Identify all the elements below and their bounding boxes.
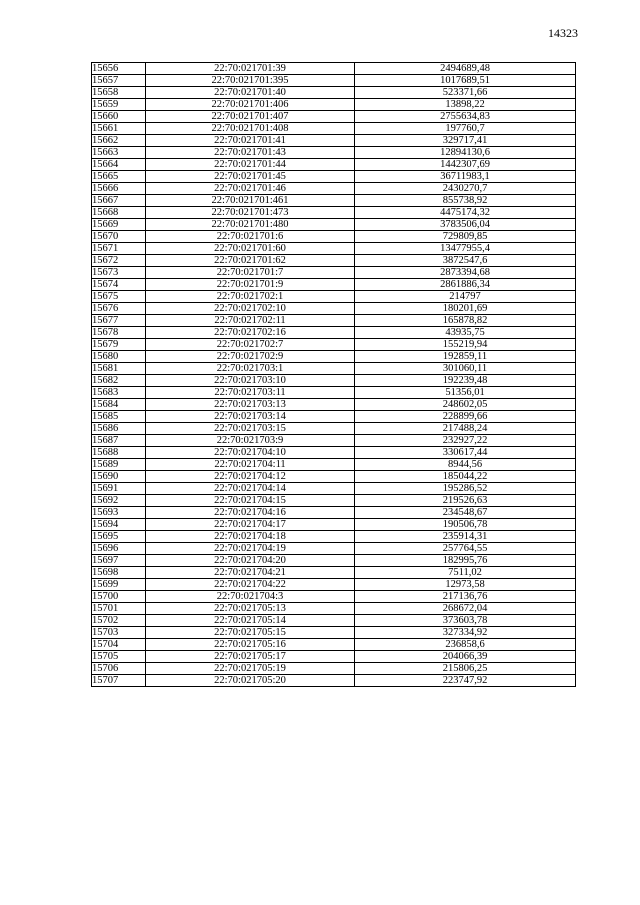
table-row	[92, 207, 576, 219]
table-row	[92, 603, 576, 615]
row-number-cell: 15689	[92, 459, 146, 471]
row-number-cell: 15671	[92, 243, 146, 255]
row-number-cell: 15683	[92, 387, 146, 399]
cadastral-number-cell: 22:70:021704:21	[146, 567, 355, 579]
table-row	[92, 339, 576, 351]
table-row	[92, 639, 576, 651]
table-row	[92, 663, 576, 675]
table-body	[92, 63, 576, 687]
cadastral-number-cell: 22:70:021701:41	[146, 135, 355, 147]
row-number-cell: 15669	[92, 219, 146, 231]
cadastral-number-cell: 22:70:021702:9	[146, 351, 355, 363]
table-row	[92, 171, 576, 183]
cadastral-value-cell: 373603,78	[355, 615, 576, 627]
cadastral-number-cell: 22:70:021701:62	[146, 255, 355, 267]
cadastral-number-cell: 22:70:021701:44	[146, 159, 355, 171]
cadastral-number-cell: 22:70:021702:16	[146, 327, 355, 339]
row-number-cell: 15681	[92, 363, 146, 375]
cadastral-value-cell: 217488,24	[355, 423, 576, 435]
cadastral-number-cell: 22:70:021703:9	[146, 435, 355, 447]
table-row	[92, 75, 576, 87]
cadastral-number-cell: 22:70:021703:13	[146, 399, 355, 411]
table-row	[92, 627, 576, 639]
table-row	[92, 615, 576, 627]
table-row	[92, 423, 576, 435]
table-row	[92, 555, 576, 567]
cadastral-number-cell: 22:70:021704:17	[146, 519, 355, 531]
row-number-cell: 15694	[92, 519, 146, 531]
cadastral-value-cell: 182995,76	[355, 555, 576, 567]
cadastral-value-cell: 301060,11	[355, 363, 576, 375]
cadastral-number-cell: 22:70:021705:20	[146, 675, 355, 687]
table-row	[92, 399, 576, 411]
row-number-cell: 15707	[92, 675, 146, 687]
table-row	[92, 183, 576, 195]
row-number-cell: 15688	[92, 447, 146, 459]
row-number-cell: 15674	[92, 279, 146, 291]
table-row	[92, 531, 576, 543]
cadastral-value-cell: 217136,76	[355, 591, 576, 603]
table-row	[92, 267, 576, 279]
cadastral-value-cell: 228899,66	[355, 411, 576, 423]
cadastral-value-cell: 2494689,48	[355, 63, 576, 75]
cadastral-number-cell: 22:70:021704:19	[146, 543, 355, 555]
table-row	[92, 279, 576, 291]
cadastral-value-cell: 2755634,83	[355, 111, 576, 123]
cadastral-value-cell: 729809,85	[355, 231, 576, 243]
cadastral-value-cell: 43935,75	[355, 327, 576, 339]
row-number-cell: 15665	[92, 171, 146, 183]
row-number-cell: 15706	[92, 663, 146, 675]
cadastral-value-cell: 215806,25	[355, 663, 576, 675]
cadastral-value-cell: 855738,92	[355, 195, 576, 207]
table-row	[92, 507, 576, 519]
table-row	[92, 435, 576, 447]
row-number-cell: 15670	[92, 231, 146, 243]
row-number-cell: 15658	[92, 87, 146, 99]
table-row	[92, 303, 576, 315]
cadastral-number-cell: 22:70:021705:17	[146, 651, 355, 663]
cadastral-value-cell: 327334,92	[355, 627, 576, 639]
cadastral-number-cell: 22:70:021704:14	[146, 483, 355, 495]
cadastral-number-cell: 22:70:021701:9	[146, 279, 355, 291]
cadastral-value-cell: 185044,22	[355, 471, 576, 483]
cadastral-value-cell: 2873394,68	[355, 267, 576, 279]
cadastral-number-cell: 22:70:021701:461	[146, 195, 355, 207]
table-row	[92, 123, 576, 135]
row-number-cell: 15698	[92, 567, 146, 579]
cadastral-number-cell: 22:70:021705:16	[146, 639, 355, 651]
cadastral-value-cell: 214797	[355, 291, 576, 303]
cadastral-value-cell: 204066,39	[355, 651, 576, 663]
cadastral-number-cell: 22:70:021701:473	[146, 207, 355, 219]
row-number-cell: 15701	[92, 603, 146, 615]
cadastral-value-cell: 219526,63	[355, 495, 576, 507]
table-row	[92, 291, 576, 303]
cadastral-value-cell: 234548,67	[355, 507, 576, 519]
table-row	[92, 411, 576, 423]
cadastral-value-cell: 192239,48	[355, 375, 576, 387]
cadastral-value-cell: 51356,01	[355, 387, 576, 399]
row-number-cell: 15664	[92, 159, 146, 171]
table-row	[92, 459, 576, 471]
cadastral-number-cell: 22:70:021701:46	[146, 183, 355, 195]
row-number-cell: 15696	[92, 543, 146, 555]
row-number-cell: 15682	[92, 375, 146, 387]
cadastral-number-cell: 22:70:021704:12	[146, 471, 355, 483]
cadastral-number-cell: 22:70:021701:408	[146, 123, 355, 135]
cadastral-value-cell: 7511,02	[355, 567, 576, 579]
row-number-cell: 15666	[92, 183, 146, 195]
cadastral-number-cell: 22:70:021701:40	[146, 87, 355, 99]
cadastral-value-cell: 36711983,1	[355, 171, 576, 183]
table-row	[92, 327, 576, 339]
table-row	[92, 495, 576, 507]
table-row	[92, 651, 576, 663]
cadastral-value-cell: 197760,7	[355, 123, 576, 135]
row-number-cell: 15691	[92, 483, 146, 495]
row-number-cell: 15659	[92, 99, 146, 111]
cadastral-number-cell: 22:70:021703:1	[146, 363, 355, 375]
cadastral-number-cell: 22:70:021703:15	[146, 423, 355, 435]
cadastral-number-cell: 22:70:021705:15	[146, 627, 355, 639]
cadastral-number-cell: 22:70:021701:60	[146, 243, 355, 255]
table-row	[92, 99, 576, 111]
row-number-cell: 15668	[92, 207, 146, 219]
cadastral-number-cell: 22:70:021704:18	[146, 531, 355, 543]
row-number-cell: 15684	[92, 399, 146, 411]
cadastral-number-cell: 22:70:021702:7	[146, 339, 355, 351]
row-number-cell: 15686	[92, 423, 146, 435]
row-number-cell: 15690	[92, 471, 146, 483]
cadastral-value-cell: 165878,82	[355, 315, 576, 327]
cadastral-number-cell: 22:70:021702:10	[146, 303, 355, 315]
cadastral-number-cell: 22:70:021701:395	[146, 75, 355, 87]
table-row	[92, 195, 576, 207]
table-row	[92, 147, 576, 159]
cadastral-value-cell: 3872547,6	[355, 255, 576, 267]
row-number-cell: 15705	[92, 651, 146, 663]
row-number-cell: 15677	[92, 315, 146, 327]
cadastral-number-cell: 22:70:021703:14	[146, 411, 355, 423]
cadastral-number-cell: 22:70:021704:20	[146, 555, 355, 567]
row-number-cell: 15702	[92, 615, 146, 627]
cadastral-number-cell: 22:70:021704:22	[146, 579, 355, 591]
cadastral-number-cell: 22:70:021705:13	[146, 603, 355, 615]
row-number-cell: 15660	[92, 111, 146, 123]
table-row	[92, 471, 576, 483]
cadastral-value-cell: 236858,6	[355, 639, 576, 651]
table-row	[92, 543, 576, 555]
cadastral-value-cell: 12894130,6	[355, 147, 576, 159]
row-number-cell: 15676	[92, 303, 146, 315]
row-number-cell: 15656	[92, 63, 146, 75]
table-row	[92, 483, 576, 495]
cadastral-value-cell: 268672,04	[355, 603, 576, 615]
cadastral-value-table	[91, 62, 576, 687]
row-number-cell: 15680	[92, 351, 146, 363]
cadastral-number-cell: 22:70:021705:14	[146, 615, 355, 627]
row-number-cell: 15678	[92, 327, 146, 339]
cadastral-number-cell: 22:70:021705:19	[146, 663, 355, 675]
row-number-cell: 15700	[92, 591, 146, 603]
cadastral-value-cell: 13477955,4	[355, 243, 576, 255]
table-row	[92, 159, 576, 171]
cadastral-number-cell: 22:70:021701:407	[146, 111, 355, 123]
cadastral-value-cell: 1017689,51	[355, 75, 576, 87]
cadastral-value-cell: 3783506,04	[355, 219, 576, 231]
row-number-cell: 15661	[92, 123, 146, 135]
row-number-cell: 15695	[92, 531, 146, 543]
cadastral-value-cell: 4475174,32	[355, 207, 576, 219]
table-row	[92, 111, 576, 123]
cadastral-number-cell: 22:70:021704:16	[146, 507, 355, 519]
row-number-cell: 15699	[92, 579, 146, 591]
row-number-cell: 15704	[92, 639, 146, 651]
cadastral-value-cell: 248602,05	[355, 399, 576, 411]
row-number-cell: 15672	[92, 255, 146, 267]
table-row	[92, 519, 576, 531]
table-row	[92, 567, 576, 579]
cadastral-value-cell: 232927,22	[355, 435, 576, 447]
table-row	[92, 219, 576, 231]
cadastral-number-cell: 22:70:021704:3	[146, 591, 355, 603]
cadastral-value-cell: 1442307,69	[355, 159, 576, 171]
cadastral-number-cell: 22:70:021704:15	[146, 495, 355, 507]
cadastral-value-cell: 12973,58	[355, 579, 576, 591]
table-row	[92, 231, 576, 243]
cadastral-number-cell: 22:70:021701:7	[146, 267, 355, 279]
row-number-cell: 15679	[92, 339, 146, 351]
cadastral-number-cell: 22:70:021701:43	[146, 147, 355, 159]
row-number-cell: 15697	[92, 555, 146, 567]
table-row	[92, 87, 576, 99]
table-row	[92, 387, 576, 399]
cadastral-value-cell: 180201,69	[355, 303, 576, 315]
cadastral-value-cell: 155219,94	[355, 339, 576, 351]
table-row	[92, 351, 576, 363]
row-number-cell: 15663	[92, 147, 146, 159]
cadastral-value-cell: 523371,66	[355, 87, 576, 99]
table-row	[92, 375, 576, 387]
cadastral-number-cell: 22:70:021701:39	[146, 63, 355, 75]
cadastral-value-cell: 195286,52	[355, 483, 576, 495]
row-number-cell: 15703	[92, 627, 146, 639]
cadastral-value-cell: 235914,31	[355, 531, 576, 543]
cadastral-number-cell: 22:70:021703:11	[146, 387, 355, 399]
table-row	[92, 255, 576, 267]
cadastral-value-cell: 8944,56	[355, 459, 576, 471]
cadastral-value-cell: 190506,78	[355, 519, 576, 531]
table-row	[92, 447, 576, 459]
cadastral-value-cell: 329717,41	[355, 135, 576, 147]
table-row	[92, 63, 576, 75]
cadastral-value-cell: 223747,92	[355, 675, 576, 687]
row-number-cell: 15675	[92, 291, 146, 303]
table-row	[92, 675, 576, 687]
row-number-cell: 15667	[92, 195, 146, 207]
row-number-cell: 15693	[92, 507, 146, 519]
row-number-cell: 15687	[92, 435, 146, 447]
cadastral-number-cell: 22:70:021703:10	[146, 375, 355, 387]
table-row	[92, 315, 576, 327]
cadastral-value-cell: 257764,55	[355, 543, 576, 555]
row-number-cell: 15685	[92, 411, 146, 423]
row-number-cell: 15673	[92, 267, 146, 279]
table-row	[92, 363, 576, 375]
cadastral-number-cell: 22:70:021702:11	[146, 315, 355, 327]
row-number-cell: 15662	[92, 135, 146, 147]
cadastral-value-cell: 13898,22	[355, 99, 576, 111]
table-row	[92, 135, 576, 147]
page-number: 14323	[548, 26, 578, 40]
cadastral-number-cell: 22:70:021704:11	[146, 459, 355, 471]
cadastral-value-cell: 2430270,7	[355, 183, 576, 195]
cadastral-number-cell: 22:70:021702:1	[146, 291, 355, 303]
cadastral-number-cell: 22:70:021701:6	[146, 231, 355, 243]
row-number-cell: 15657	[92, 75, 146, 87]
row-number-cell: 15692	[92, 495, 146, 507]
cadastral-number-cell: 22:70:021701:406	[146, 99, 355, 111]
cadastral-number-cell: 22:70:021701:480	[146, 219, 355, 231]
table-row	[92, 243, 576, 255]
cadastral-value-cell: 330617,44	[355, 447, 576, 459]
table-row	[92, 591, 576, 603]
cadastral-value-cell: 192859,11	[355, 351, 576, 363]
table-row	[92, 579, 576, 591]
cadastral-number-cell: 22:70:021704:10	[146, 447, 355, 459]
cadastral-number-cell: 22:70:021701:45	[146, 171, 355, 183]
cadastral-value-cell: 2861886,34	[355, 279, 576, 291]
